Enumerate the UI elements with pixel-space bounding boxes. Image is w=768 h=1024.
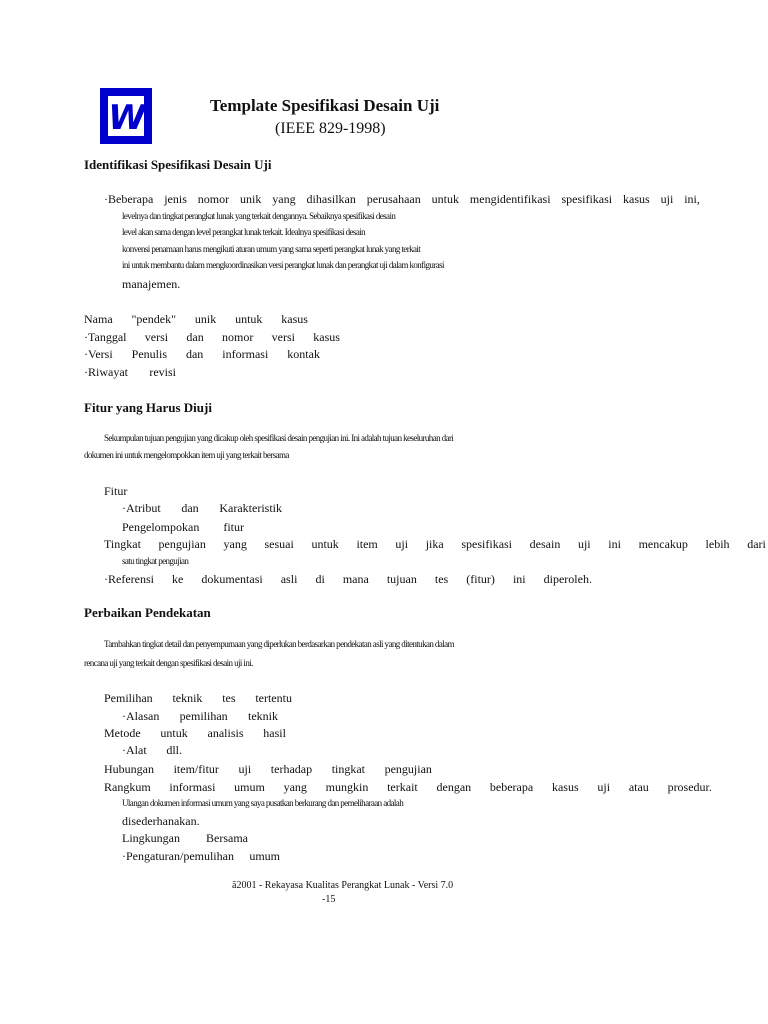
list-item-atribut <box>122 501 282 516</box>
word: analisis <box>207 726 244 740</box>
word: kasus <box>313 330 340 344</box>
section-heading-fitur: Fitur yang Harus Diuji <box>84 400 212 415</box>
word: hasil <box>263 726 286 740</box>
word: jenis <box>164 192 187 206</box>
word: Pengelompokan <box>122 520 200 534</box>
word: umum <box>249 849 280 863</box>
list-item-lingkungan <box>122 831 248 846</box>
word: jika <box>425 537 444 551</box>
word: dari <box>747 537 766 551</box>
section-heading-identifikasi: Identifikasi Spesifikasi Desain Uji <box>84 157 272 172</box>
list-item-versi <box>84 347 320 362</box>
word: fitur <box>223 520 244 534</box>
word: untuk <box>235 312 263 326</box>
word: unik <box>194 312 217 326</box>
word: ·Pengaturan/pemulihan <box>122 849 234 863</box>
word: dengan <box>436 780 472 794</box>
list-item-alat <box>122 743 182 758</box>
word: versi <box>144 330 169 344</box>
word: ·Beberapa <box>104 192 154 206</box>
word: ini <box>608 537 621 551</box>
word: uji <box>660 192 674 206</box>
list-item-riwayat <box>84 365 176 380</box>
word: asli <box>280 572 298 586</box>
word: Metode <box>104 726 141 740</box>
word: Tingkat <box>104 537 141 551</box>
para-line: dokumen ini untuk mengelompokkan item uji yang terkait bersama <box>84 450 289 460</box>
list-item-tingkat <box>104 537 766 552</box>
word: kontak <box>287 347 320 361</box>
word: item/fitur <box>173 762 219 776</box>
section-heading-perbaikan: Perbaikan Pendekatan <box>84 605 211 620</box>
list-item-rangkum <box>104 780 712 795</box>
word: informasi <box>169 780 216 794</box>
word: lebih <box>705 537 730 551</box>
word: mengidentifikasi <box>469 192 551 206</box>
word: informasi <box>222 347 269 361</box>
word: yang <box>223 537 247 551</box>
word: nomor <box>197 192 230 206</box>
word: ·Versi <box>84 347 113 361</box>
list-item-pengelompokan <box>122 520 244 535</box>
word: ·Tanggal <box>84 330 127 344</box>
word: tes <box>222 691 236 705</box>
list-item-ulangan: Ulangan dokumen informasi umum yang saya pusatkan berkurang dan pemeliharaan adalah <box>122 798 404 808</box>
word: kasus <box>623 192 650 206</box>
word: desain <box>529 537 561 551</box>
word: nomor <box>222 330 254 344</box>
word: di <box>315 572 325 586</box>
word: ·Alasan <box>122 709 160 723</box>
word: uji <box>577 537 591 551</box>
para-line: Tambahkan tingkat detail dan penyempurnaan yang diperlukan berdasarkan pendekatan asli yang ditentukan dalam <box>104 639 454 649</box>
footer-copyright: ã2001 - Rekayasa Kualitas Perangkat Lunak - Versi 7.0 <box>232 880 454 891</box>
word: sesuai <box>264 537 294 551</box>
word: uji <box>238 762 252 776</box>
list-item-disederhanakan: disederhanakan. <box>122 814 200 828</box>
word: Lingkungan <box>122 831 180 845</box>
para-line: Sekumpulan tujuan pengujian yang dicakup oleh spesifikasi desain pengujian ini. Ini adalah tujuan keseluruhan dari <box>104 433 454 443</box>
word: uji <box>395 537 409 551</box>
word: unik <box>240 192 262 206</box>
word: atau <box>628 780 649 794</box>
word: Hubungan <box>104 762 154 776</box>
word: pengujian <box>384 762 432 776</box>
para-line: rencana uji yang terkait dengan spesifikasi desain uji ini. <box>84 658 253 668</box>
word: item <box>356 537 378 551</box>
word: tujuan <box>386 572 417 586</box>
word: dll. <box>166 743 182 757</box>
word: mana <box>342 572 369 586</box>
word: dihasilkan <box>306 192 356 206</box>
word: dan <box>185 347 204 361</box>
word: Bersama <box>206 831 248 845</box>
para-line: manajemen. <box>122 277 181 291</box>
word: untuk <box>160 726 188 740</box>
word: tes <box>434 572 449 586</box>
word: revisi <box>149 365 176 379</box>
para-line: konvensi penamaan harus mengikuti aturan umum yang sama seperti perangkat lunak yang terkait <box>122 244 421 254</box>
word: spesifikasi <box>461 537 513 551</box>
word: teknik <box>247 709 278 723</box>
word: spesifikasi <box>561 192 613 206</box>
list-item-pemilihan <box>104 691 292 706</box>
word-logo-icon <box>100 88 152 144</box>
word: dan <box>186 330 204 344</box>
footer-page-number: -15 <box>322 894 336 905</box>
word: yang <box>272 192 296 206</box>
list-item-hubungan <box>104 762 432 777</box>
word: dan <box>181 501 199 515</box>
word: prosedur. <box>667 780 712 794</box>
word: terhadap <box>270 762 313 776</box>
list-item-pengaturan <box>122 849 280 864</box>
word: Karakteristik <box>219 501 282 515</box>
para-line-justified <box>104 192 700 207</box>
word: dokumentasi <box>201 572 263 586</box>
list-item-tanggal <box>84 330 340 345</box>
word: pengujian <box>158 537 206 551</box>
para-line: levelnya dan tingkat perangkat lunak yang terkait dengannya. Sebaiknya spesifikasi desain <box>122 211 396 221</box>
word: ke <box>172 572 184 586</box>
word: Penulis <box>131 347 167 361</box>
word: uji <box>597 780 611 794</box>
word: ini, <box>684 192 700 206</box>
word: Nama <box>84 312 113 326</box>
word: terkait <box>387 780 418 794</box>
word: umum <box>234 780 265 794</box>
word: tingkat <box>331 762 366 776</box>
word: tertentu <box>255 691 292 705</box>
word: ·Riwayat <box>84 365 128 379</box>
word: versi <box>271 330 295 344</box>
word: beberapa <box>489 780 534 794</box>
word: pemilihan <box>179 709 228 723</box>
para-line: ini untuk membantu dalam mengkoordinasikan versi perangkat lunak dan perangkat uji dalam konfigurasi <box>122 260 444 270</box>
logo-letter: W <box>108 98 144 138</box>
word: kasus <box>281 312 308 326</box>
word: Rangkum <box>104 780 151 794</box>
word: yang <box>283 780 307 794</box>
list-item-alasan <box>122 709 278 724</box>
word: (fitur) <box>466 572 495 586</box>
word: untuk <box>311 537 339 551</box>
word: untuk <box>431 192 459 206</box>
list-item-tingkat-cont: satu tingkat pengujian <box>122 556 189 566</box>
word: diperoleh. <box>543 572 592 586</box>
list-item-metode <box>104 726 286 741</box>
list-item-referensi <box>104 572 592 587</box>
list-item-nama <box>84 312 308 327</box>
word: ·Referensi <box>104 572 154 586</box>
word: "pendek" <box>131 312 176 326</box>
para-line: level akan sama dengan level perangkat lunak terkait. Idealnya spesifikasi desain <box>122 227 366 237</box>
word: kasus <box>551 780 579 794</box>
word: perusahaan <box>366 192 421 206</box>
word: mungkin <box>325 780 369 794</box>
page-title: Template Spesifikasi Desain Uji <box>210 96 440 115</box>
word: ·Alat <box>122 743 147 757</box>
list-item-fitur: Fitur <box>104 484 128 498</box>
word: ·Atribut <box>122 501 161 515</box>
word: ini <box>512 572 526 586</box>
word: mencakup <box>638 537 688 551</box>
word: Pemilihan <box>104 691 153 705</box>
page-subtitle: (IEEE 829-1998) <box>275 120 386 137</box>
word: teknik <box>172 691 203 705</box>
